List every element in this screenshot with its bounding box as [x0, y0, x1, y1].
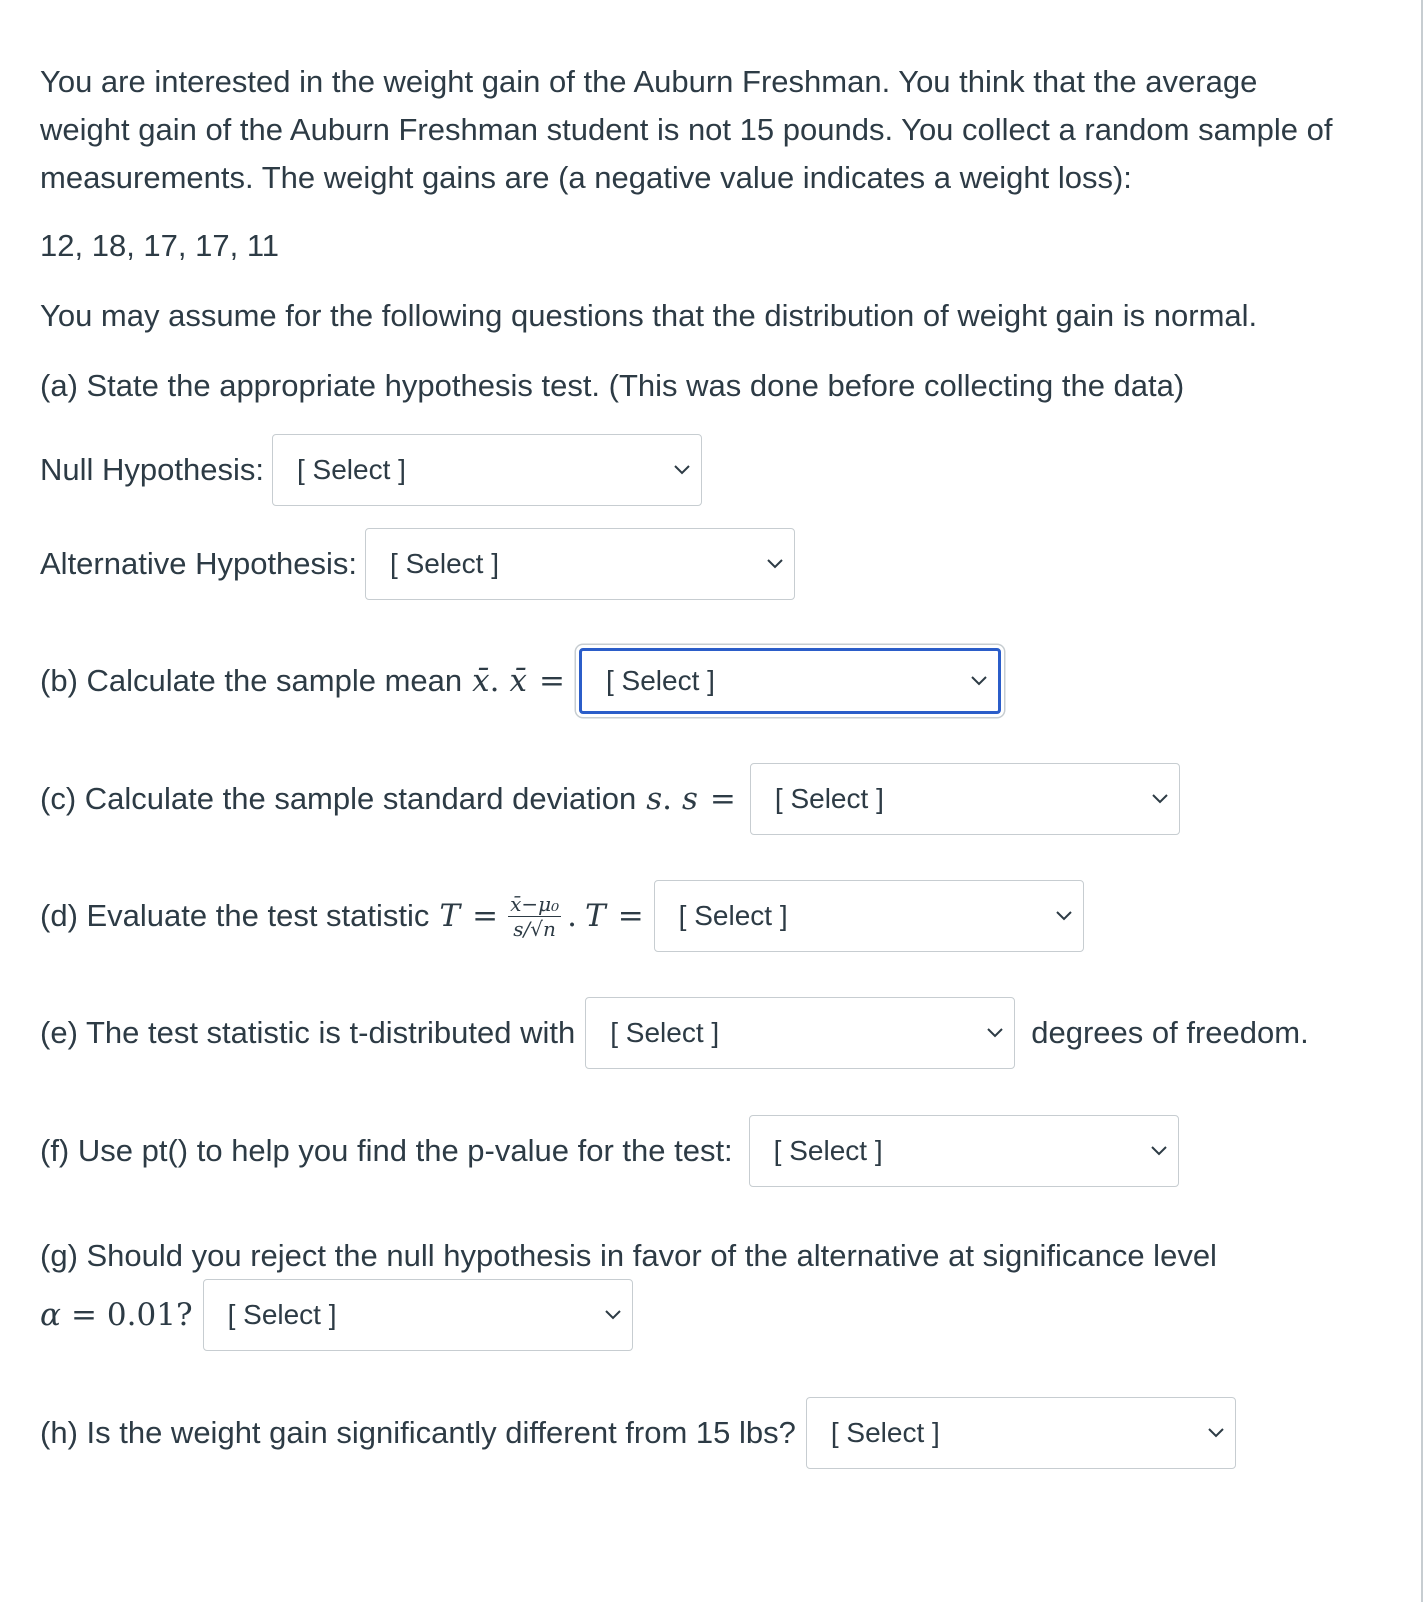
chevron-down-icon — [1055, 910, 1073, 922]
part-c-prompt: (c) Calculate the sample standard deviation — [40, 781, 637, 816]
page-right-border — [1421, 0, 1423, 1602]
sample-sd-select[interactable] — [750, 763, 1180, 835]
xbar-symbol: x̄ — [472, 663, 490, 699]
part-a-prompt: (a) State the appropriate hypothesis test. (This was done before collecting the data) — [40, 368, 1185, 403]
formula-denominator: s/√n — [513, 916, 556, 941]
chevron-down-icon — [1207, 1427, 1225, 1439]
null-hypothesis-label: Null Hypothesis: — [40, 452, 264, 487]
alt-hypothesis-label: Alternative Hypothesis: — [40, 546, 358, 581]
intro-paragraph: You are interested in the weight gain of the Auburn Freshman. You think that the average weight gain of the Auburn Freshman student is not 15 pounds. You collect a random sample of measurements. The weight gains are (a negative value indicates a weight loss): — [40, 64, 1333, 195]
part-d-prompt: (d) Evaluate the test statistic — [40, 898, 430, 933]
part-e-row — [40, 997, 1309, 1069]
part-d-row: (d) Evaluate the test statistic T = $\frac{\text{x̄−μ₀}}{s/√n}$ . T = [ Select ] — [40, 880, 1084, 952]
sample-mean-select-value: [ Select ] — [605, 665, 715, 696]
reject-null-select-value: [ Select ] — [227, 1299, 337, 1330]
p-value-select[interactable] — [749, 1115, 1179, 1187]
t-symbol-2: T — [585, 898, 606, 934]
part-f-row — [40, 1115, 1179, 1187]
part-f-prompt: (f) Use pt() to help you find the p-value for the test: — [40, 1133, 733, 1168]
part-b-row: (b) Calculate the sample mean x̄ . x̄ = [ Select ] — [40, 648, 1001, 714]
normality-assumption: You may assume for the following questions that the distribution of weight gain is normal. — [40, 298, 1258, 333]
data-values: 12, 18, 17, 17, 11 — [40, 228, 280, 263]
part-g-row: α = 0.01? [ Select ] — [40, 1279, 633, 1351]
significant-difference-select[interactable] — [806, 1397, 1236, 1469]
p-value-select-value: [ Select ] — [773, 1135, 883, 1166]
part-g-prompt: (g) Should you reject the null hypothesis in favor of the alternative at significance level — [40, 1238, 1217, 1273]
null-hypothesis-select[interactable] — [272, 434, 702, 506]
part-e-suffix: degrees of freedom. — [1031, 1015, 1309, 1050]
alt-hypothesis-row — [40, 528, 795, 600]
sample-mean-select[interactable] — [579, 648, 1001, 714]
alpha-symbol: α — [40, 1297, 61, 1333]
formula-numerator: x̄−μ₀ — [510, 891, 560, 916]
chevron-down-icon — [970, 675, 988, 687]
chevron-down-icon — [766, 558, 784, 570]
degrees-freedom-select-value: [ Select ] — [610, 1017, 720, 1048]
s-symbol-2: s — [682, 781, 698, 817]
test-statistic-select[interactable] — [654, 880, 1084, 952]
part-h-row — [40, 1397, 1236, 1469]
significance-level: 0.01? — [106, 1297, 193, 1333]
test-statistic-select-value: [ Select ] — [678, 900, 788, 931]
reject-null-select[interactable] — [203, 1279, 633, 1351]
part-c-row: (c) Calculate the sample standard deviation s . s = [ Select ] — [40, 763, 1180, 835]
alt-hypothesis-select-value: [ Select ] — [390, 548, 499, 579]
t-symbol: T — [439, 898, 461, 934]
chevron-down-icon — [1150, 1145, 1168, 1157]
chevron-down-icon — [604, 1309, 622, 1321]
test-statistic-formula — [508, 892, 561, 941]
significant-difference-select-value: [ Select ] — [830, 1417, 940, 1448]
chevron-down-icon — [986, 1027, 1004, 1039]
null-hypothesis-row — [40, 434, 702, 506]
chevron-down-icon — [1151, 793, 1169, 805]
part-b-prompt: (b) Calculate the sample mean — [40, 663, 463, 698]
degrees-freedom-select[interactable] — [585, 997, 1015, 1069]
alt-hypothesis-select[interactable] — [365, 528, 795, 600]
part-e-prompt: (e) The test statistic is t-distributed with — [40, 1015, 576, 1050]
xbar-symbol-2: x̄ — [509, 663, 527, 699]
part-h-prompt: (h) Is the weight gain significantly different from 15 lbs? — [40, 1415, 796, 1450]
null-hypothesis-select-value: [ Select ] — [296, 454, 406, 485]
s-symbol: s — [646, 781, 663, 817]
chevron-down-icon — [673, 464, 691, 476]
sample-sd-select-value: [ Select ] — [774, 783, 884, 814]
